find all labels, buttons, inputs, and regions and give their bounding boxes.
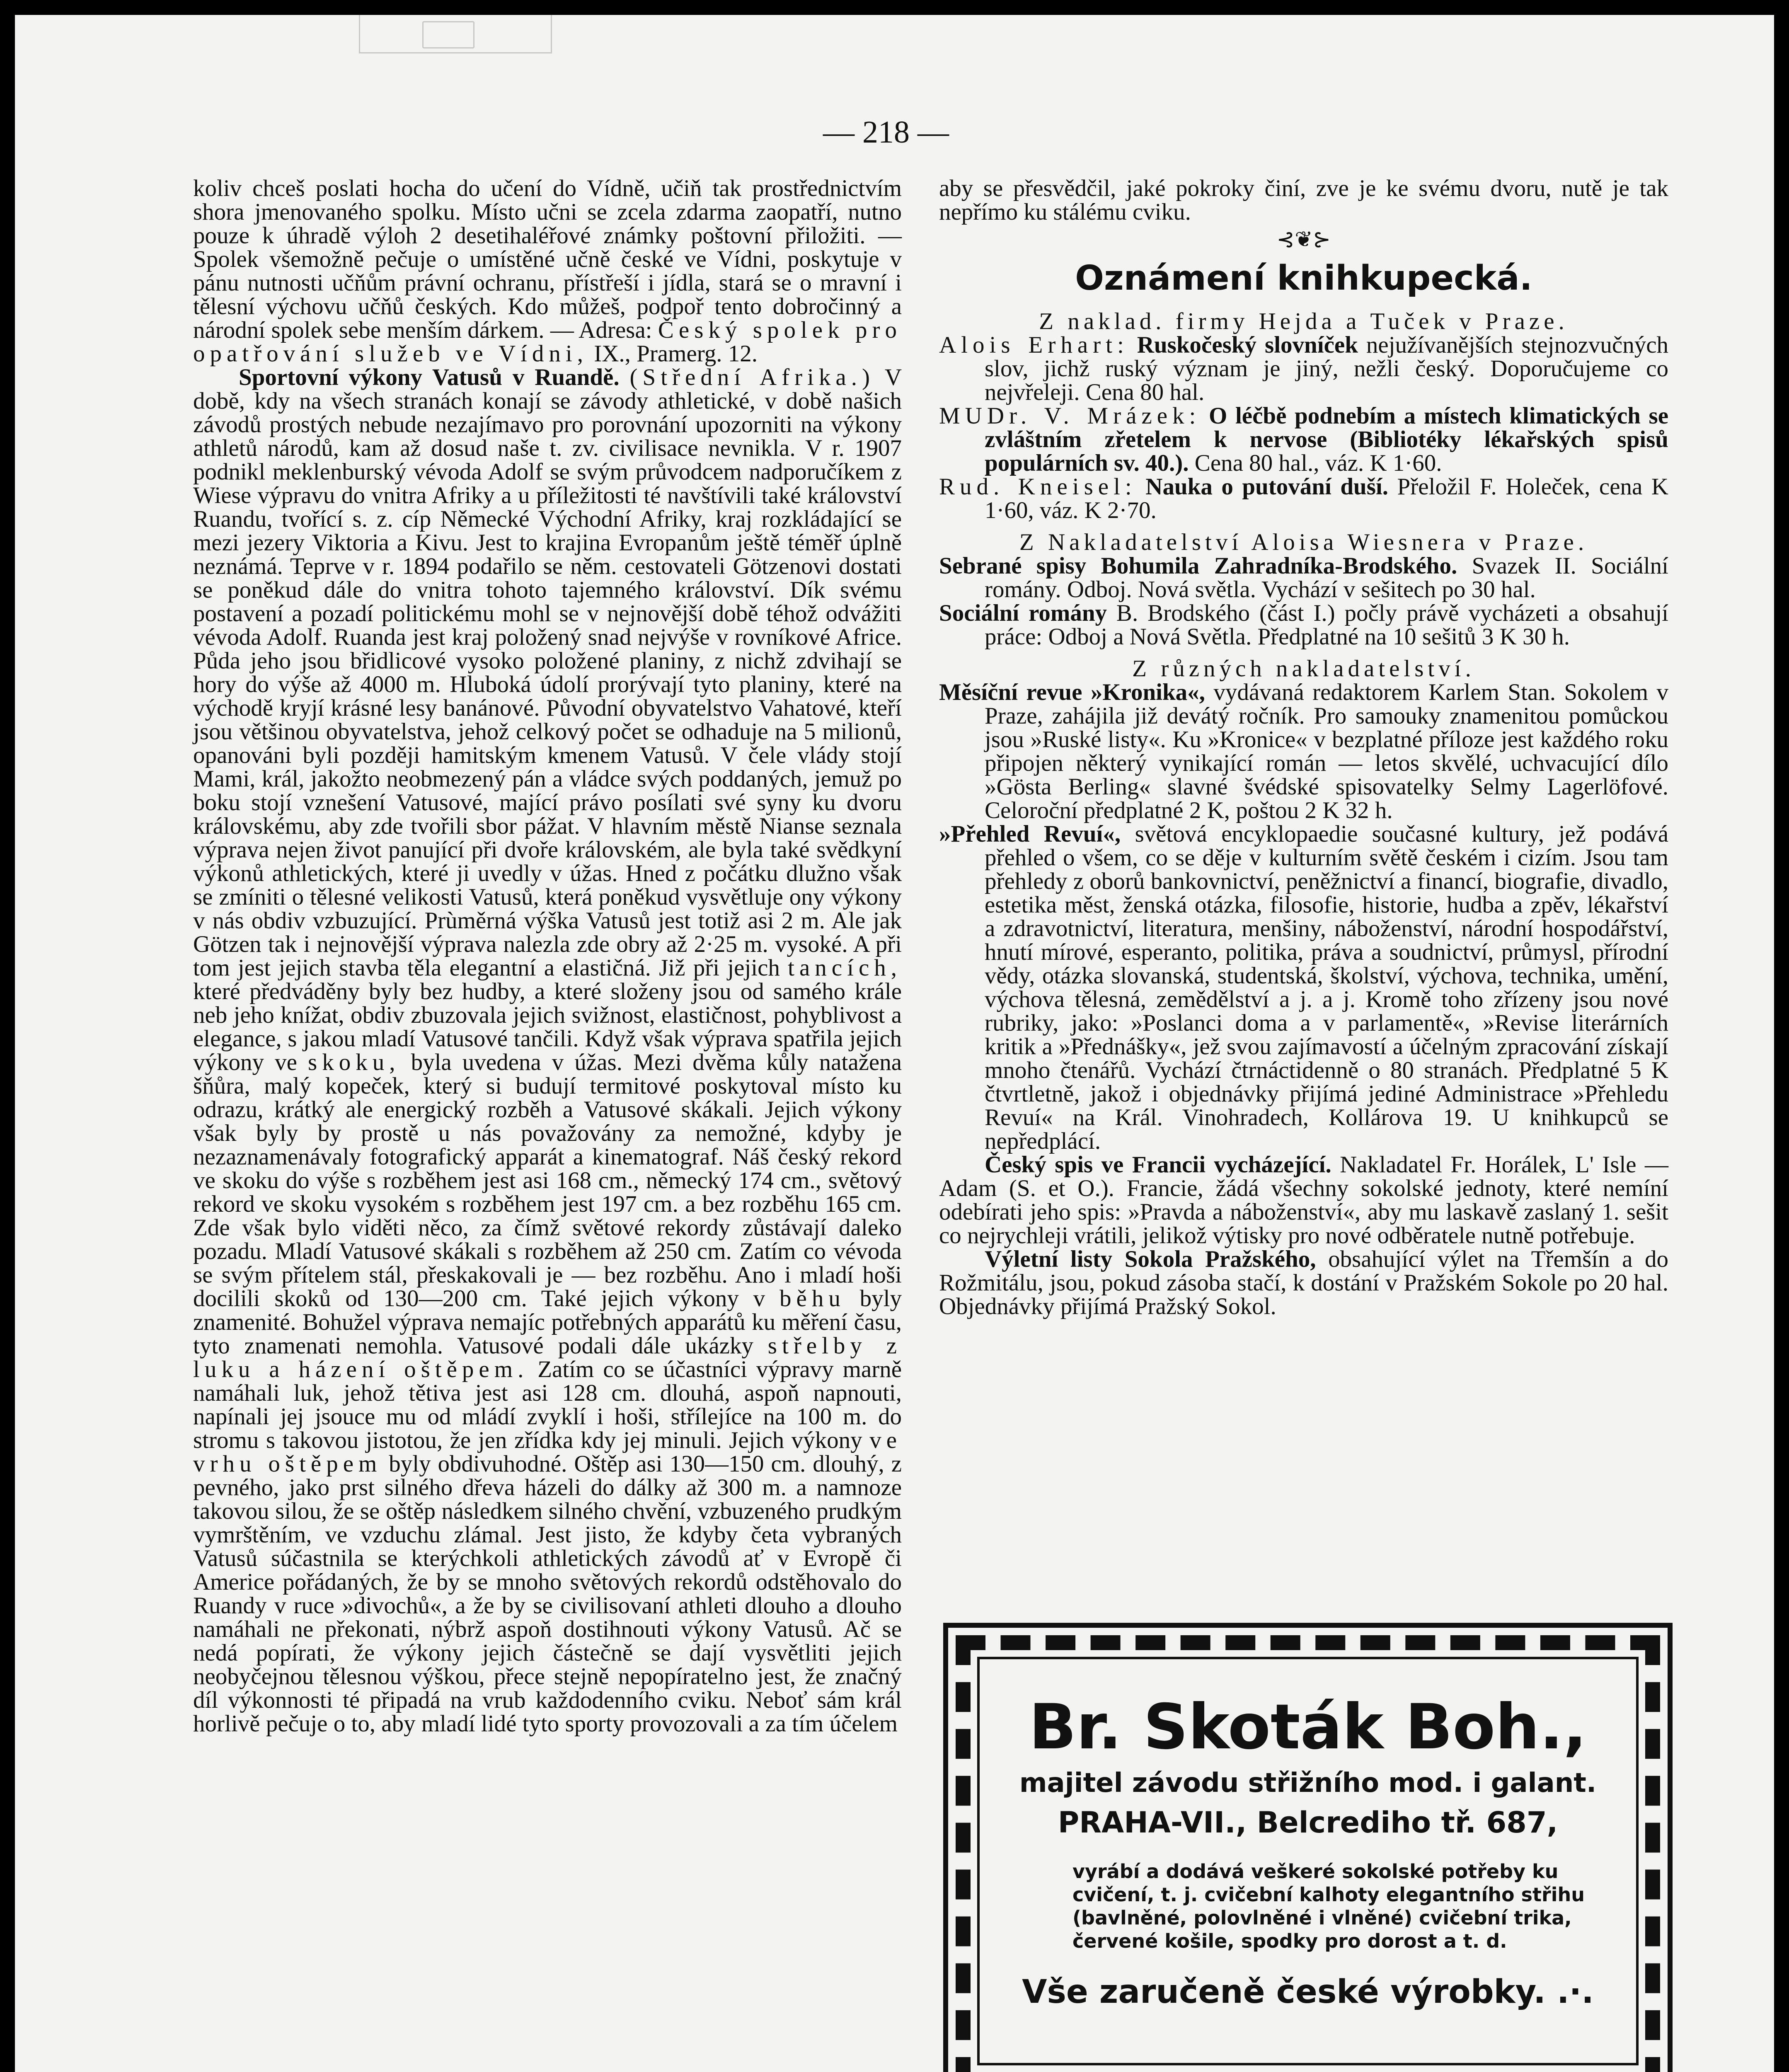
book-entry: Sociální romány B. Brodského (část I.) počly právě vycházeti a obsahují práce: Odboj a Nová Světla. Předplatné na 10 sešitů 3 K 30 h.	[939, 600, 1668, 650]
ad-description: vyrábí a dodává veškeré sokolské potřeby ku cvičení, t. j. cvičební kalhoty elegantního střihu (bavlněné, polovlněné i vlněné) cvičební trika, červené košile, spodky pro dorost a t. d.	[1072, 1860, 1585, 1952]
right-column	[939, 177, 1668, 1318]
book-entry: Český spis ve Francii vycházející. Nakladatel Fr. Horálek, L' Isle — Adam (S. et O.). Francie, žádá všechny sokolské jednoty, které nemíní odebírati jeho spis: »Pravda a náboženství«, aby mu laskavě zaslaný 1. sešit co nejrychleji vrátili, jelikož výtisky pro nové odběratele nutně potřebuje.	[939, 1152, 1669, 1249]
spolek-name: Český spolek pro opatřování služeb ve Vídni,	[193, 317, 902, 367]
paragraph-spolek: koliv chceš poslati hocha do učení do Vídně, učiň tak prostřednictvím shora jmenovaného spolku. Místo učni se zcela zdarma zaopatří, nutno pouze k úhradě výloh 2 desetihaléřové známky poštovní přiložiti. — Spolek všemožně pečuje o umístěné učně české ve Vídni, poskytuje v pánu nutnosti učňům právní ochranu, přístřeší i jídla, stará se o mravní i tělesní výchovu učňů českých. Kdo můžeš, podpoř tento dobročinný a národní spolek sebe menším dárkem. — Adresa: Český spolek pro opatřování služeb ve Vídni, IX., Pramerg. 12.	[193, 175, 902, 367]
article-title: Sportovní výkony Vatusů v Ruandě.	[239, 364, 620, 390]
publisher-heading: Z Nakladatelství Aloisa Wiesnera v Praze.	[1019, 529, 1588, 555]
book-entry: Sebrané spisy Bohumila Zahradníka-Brodského. Svazek II. Sociální romány. Odboj. Nová světla. Vychází v sešitech po 30 hal.	[939, 553, 1668, 603]
page	[15, 15, 1774, 2072]
advertisement-box	[943, 1623, 1673, 2072]
ad-content	[1002, 1682, 1614, 2045]
section-title: Oznámení knihkupecká.	[1075, 259, 1532, 298]
page-number: — 218 —	[823, 115, 949, 150]
book-entry: Rud. Kneisel: Nauka o putování duší. Přeložil F. Holeček, cena K 1·60, váz. K 2·70.	[939, 474, 1669, 523]
book-entry: »Přehled Revuí«, světová encyklopaedie současné kultury, jež podává přehled o všem, co se děje v kulturním světě českém i cizím. Jsou tam přehledy z oborů bankovnictví, peněžnictví a financí, biografie, divadlo, estetika měst, ženská otázka, filosofie, historie, hudba a zpěv, lékařství a zdravotnictví, literatura, menšiny, náboženství, národní hospodářství, hnutí mírové, esperanto, politika, práva a soudnictví, průmysl, přírodní vědy, otázka slovanská, studentská, školství, výchova, technika, umění, výchova tělesná, zemědělství a j. a j. Kromě toho zřízeny jsou nové rubriky, jako: »Poslanci doma a v parlamentě«, »Revise literárních kritik a »Přednášky«, jež svou zajímavostí a účelným zpracování získají mnoho čtenářů. Vychází čtrnáctidenně o 80 stranách. Předplatné 5 K čtvrtletně, jakož i objednávky přijímá jediné Administrace »Přehledu Revuí« na Král. Vinohradech, Kollárova 19. U knihkupců se nepředplácí.	[939, 821, 1668, 1154]
paragraph-continuation: aby se přesvědčil, jaké pokroky činí, zve je ke svému dvoru, nutě je tak nepřímo ku stálému cviku.	[939, 175, 1668, 225]
book-entry: Alois Erhart: Ruskočeský slovníček nejužívanějších stejnozvučných slov, jichž ruský význam je jiný, nežli český. Doporučujeme co nejvřeleji. Cena 80 hal.	[939, 332, 1668, 405]
library-stamp	[359, 15, 552, 53]
ad-subtitle: majitel závodu střižního mod. i galant.	[1019, 1768, 1597, 1798]
ad-address: PRAHA-VII., Belcrediho tř. 687,	[1058, 1806, 1558, 1840]
ornament: ⊰❦⊱	[1276, 228, 1331, 252]
book-entry: Výletní listy Sokola Pražského, obsahující výlet na Třemšín a do Rožmitálu, jsou, pokud zásoba stačí, k dostání v Pražském Sokole po 20 hal. Objednávky přijímá Pražský Sokol.	[939, 1246, 1668, 1319]
ad-slogan: Vše zaručeně české výrobky. .·.	[1022, 1973, 1594, 2011]
publisher-heading: Z naklad. firmy Hejda a Tuček v Praze.	[1039, 308, 1569, 334]
left-column	[193, 177, 902, 1736]
ad-company-name: Br. Skoták Boh.,	[1029, 1691, 1587, 1763]
book-entry: MUDr. V. Mrázek: O léčbě podnebím a místech klimatických se zvláštním zřetelem k nervose (Bibliotéky lékařských spisů populárních sv. 40.). Cena 80 hal., váz. K 1·60.	[939, 403, 1668, 476]
paragraph-vatusove: Sportovní výkony Vatusů v Ruandě. (Střední Afrika.) V době, kdy na všech stranách konají se závody athletické, v době našich závodů prostých nebude nezajímavo pro porovnání upozorniti na výkony athletů národů, kam až dosud naše t. zv. civilisace nevnikla. V r. 1907 podnikl meklenburský vévoda Adolf se svým průvodcem nadporučíkem z Wiese výpravu do vnitra Afriky a u příležitosti té navštívili také království Ruandu, tvořící s. z. cíp Německé Východní Afriky, kraj rozkládající se mezi jezery Viktoria a Kivu. Jest to krajina Evropanům ještě téměř úplně neznámá. Teprve v r. 1894 podařilo se něm. cestovateli Götzenovi dostati se poněkud dále do vnitra tohoto tajemného království. Dík svému postavení a pozadí politickému mohl se v nejnovější době téhož odvážiti vévoda Adolf. Ruanda jest kraj položený snad nejvýše v rovníkové Africe. Půda jeho jsou břidlicové vysoko položené planiny, z nichž zdvihají se hory do výše až 4000 m. Hluboká údolí prorývají tyto planiny, které na východě kryjí krásné lesy banánové. Původní obyvatelstvo Vahatové, kteří jsou většinou obyvatelstva, jehož celkový počet se odhaduje na 5 milionů, opanováni byli později hamitským kmenem Vatusů. V čele vlády stojí Mami, král, jakožto neobmezený pán a vládce svých poddaných, jemuž po boku stojí vznešení Vatusové, mající právo posílati své syny ku dvoru královskému, aby zde tvořili sbor pážat. V hlavním městě Nianse seznala výprava nejen život panující při dvoře královském, ale byla také svědkyní výkonů athletických, které ji uvedly v úžas. Hned z počátku dlužno však se zmíniti o tělesné velikosti Vatusů, která poněkud vysvětluje ony výkony v nás obdiv vzbuzující. Prùměrná výška Vatusů jest totiž asi 2 m. Ale jak Götzen tak i nejnovější výprava nalezla zde obry až 2·25 m. vysoké. A při tom jest jejich stavba těla elegantní a elastičná. Již při jejich tancích, které předváděny byly bez hudby, a které složeny jsou od samého krále neb jeho knížat, obdiv zbuzovala jejich svižnost, elastičnost, pohyblivost a elegance, s jakou mladí Vatusové tančili. Když však výprava spatřila jejich výkony ve skoku, byla uvedena v úžas. Mezi dvěma kůly natažena šňůra, malý kopeček, který si budují termitové poskytoval místo ku odrazu, krátký ale energický rozběh a Vatusové skákali. Jejich výkony však byly by prostě u nás považovány za nemožné, kdyby je nezaznamenávaly fotografický apparát a kinematograf. Náš český rekord ve skoku do výše s rozběhem jest asi 168 cm., německý 174 cm., světový rekord ve skoku vysokém s rozběhem jest 197 cm. a bez rozběhu 165 cm. Zde však bylo viděti něco, za čímž světové rekordy zůstávají daleko pozadu. Mladí Vatusové skákali s rozběhem až 250 cm. Zatím co vévoda se svým přítelem stál, přeskakovali je — bez rozběhu. Ano i mladí hoši docilili skoků od 130—200 cm. Také jejich výkony v běhu byly znamenité. Bohužel výprava nemajíc potřebných apparátů ku měření času, tyto znamenati nemohla. Vatusové podali dále ukázky střelby z luku a házení oštěpem. Zatím co se účastníci výpravy marně namáhali luk, jehož tětiva jest asi 128 cm. dlouhá, aspoň napnouti, napínali jej jsouce mu od mládí zvyklí i hoši, střílejíce na 100 m. do stromu s takovou jistotou, že jen zřídka kdy jej minuli. Jejich výkony ve vrhu oštěpem byly obdivuhodné. Oštěp asi 130—150 cm. dlouhý, z pevného, jako prst silného dřeva házeli do dálky až 300 m. a namnoze takovou silou, že se oštěp následkem silného chvění, vzbuzeného prudkým vymrštěním, ve vzduchu zlámal. Jest jisto, že kdyby četa vybraných Vatusů súčastnila se kterýchkoli athletických závodů ať v Evropě či Americe pořádaných, že by se mnoho světových rekordů odstěhovalo do Ruandy v ruce »divochů«, a že by se civilisovaní athleti dlouho a dlouho namáhali ne překonati, nýbrž aspoň dostihnouti výkony Vatusů. Ač se nedá popírati, že výkony jejich částečně se dají vysvětliti jejich neobyčejnou tělesnou výškou, přece stejně nepopíratelno jest, že značný díl výkonnosti té připadá na vrub každodenního cviku. Neboť sám král horlivě pečuje o to, aby mladí lidé tyto sporty provozovali a za tím účelem	[193, 364, 902, 1737]
publisher-heading: Z různých nakladatelství.	[1132, 656, 1475, 682]
book-entry: Měsíční revue »Kronika«, vydávaná redaktorem Karlem Stan. Sokolem v Praze, zahájila již devátý ročník. Pro samouky znamenitou pomůckou jsou »Ruské listy«. Ku »Kronice« v bezplatné příloze jest každého roku připojen některý vynikající román — letos skvělé, uchvacující dílo »Gösta Berling« slavné švédské spisovatelky Selmy Lagerlöfové. Celoroční předplatné 2 K, poštou 2 K 32 h.	[939, 679, 1669, 823]
